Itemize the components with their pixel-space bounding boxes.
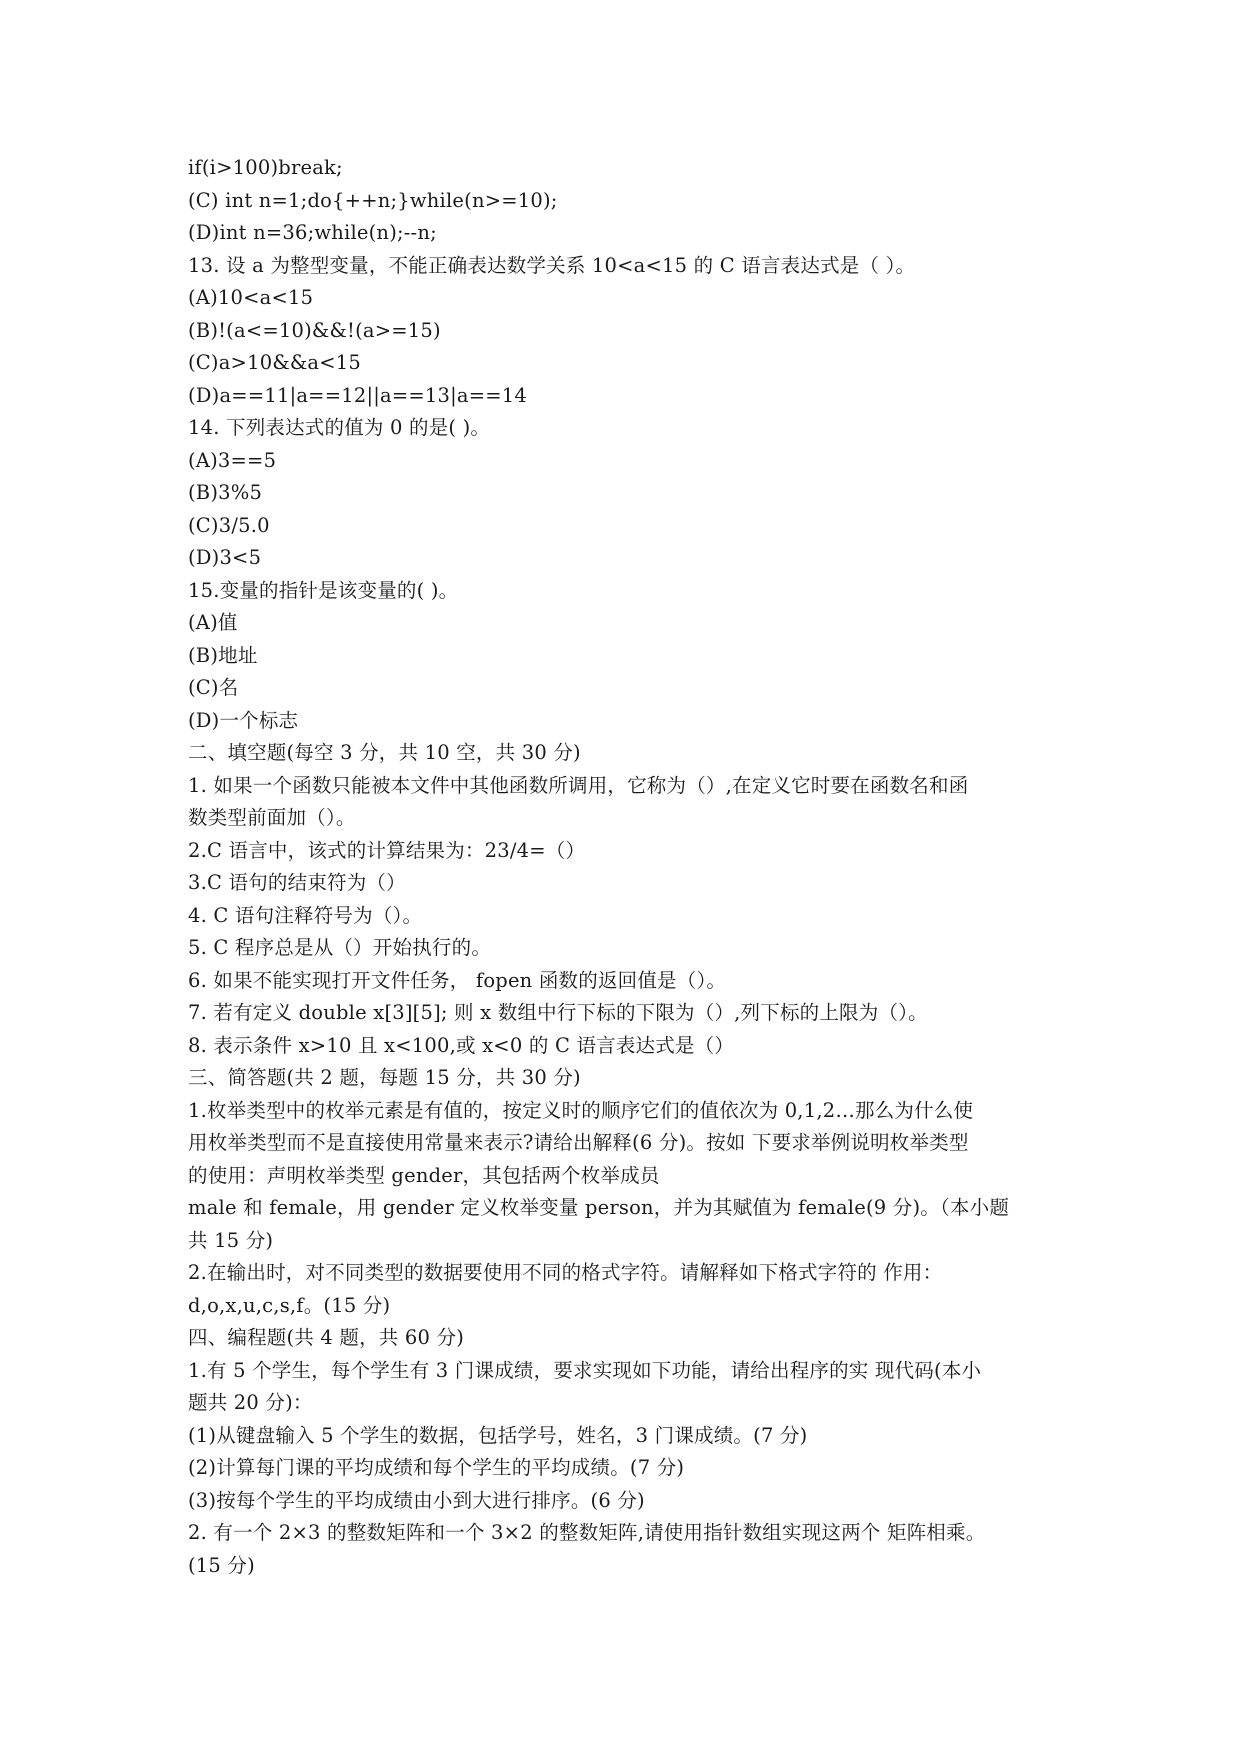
programming-2-line-2: (15 分)	[188, 1553, 255, 1577]
fill-question-7: 7. 若有定义 double x[3][5]; 则 x 数组中行下标的下限为（）,列下标的上限为（）。	[188, 1001, 928, 1024]
fill-question-1-line-2: 数类型前面加（）。	[188, 806, 356, 829]
short-answer-2-line-1: 2.在输出时，对不同类型的数据要使用不同的格式字符。请解释如下格式字符的 作用：	[188, 1261, 943, 1284]
question-15-option-a: (A)值	[188, 611, 238, 634]
fill-question-3: 3.C 语句的结束符为（）	[188, 871, 406, 894]
question-13: 13. 设 a 为整型变量，不能正确表达数学关系 10<a<15 的 C 语言表达式是（ ）。	[188, 253, 916, 277]
question-13-option-c: (C)a>10&&a<15	[188, 351, 362, 374]
short-answer-1-line-4: male 和 female，用 gender 定义枚举变量 person，并为其赋值为 female(9 分)。（本小题	[188, 1196, 1010, 1219]
short-answer-1-line-2: 用枚举类型而不是直接使用常量来表示?请给出解释(6 分)。按如 下要求举例说明枚举类型	[188, 1131, 969, 1154]
short-answer-1-line-3: 的使用：声明枚举类型 gender，其包括两个枚举成员	[188, 1163, 660, 1187]
fill-question-2: 2.C 语言中，该式的计算结果为：23/4=（）	[188, 838, 586, 862]
question-14-option-a: (A)3==5	[188, 448, 277, 472]
short-answer-2-line-2: d,o,x,u,c,s,f。(15 分)	[188, 1293, 391, 1317]
programming-1-part-3: (3)按每个学生的平均成绩由小到大进行排序。(6 分)	[188, 1488, 645, 1512]
question-15-option-c: (C)名	[188, 676, 239, 699]
section-fill-in-heading: 二、填空题(每空 3 分，共 10 空，共 30 分)	[188, 741, 581, 764]
programming-1-line-1: 1.有 5 个学生，每个学生有 3 门课成绩，要求实现如下功能，请给出程序的实 现代码(本小	[188, 1358, 982, 1382]
document-body	[188, 152, 1068, 1582]
fill-question-8: 8. 表示条件 x>10 且 x<100,或 x<0 的 C 语言表达式是（）	[188, 1033, 735, 1057]
programming-1-line-2: 题共 20 分)：	[188, 1391, 313, 1414]
code-line-break: if(i>100)break;	[188, 156, 343, 179]
section-short-answer-heading: 三、简答题(共 2 题，每题 15 分，共 30 分)	[188, 1066, 581, 1089]
option-d-while: (D)int n=36;while(n);--n;	[188, 221, 437, 244]
short-answer-1-line-5: 共 15 分)	[188, 1228, 274, 1252]
short-answer-1-line-1: 1.枚举类型中的枚举元素是有值的，按定义时的顺序它们的值依次为 0,1,2…那么为什么使	[188, 1098, 974, 1122]
question-14-option-c: (C)3/5.0	[188, 513, 270, 537]
question-13-option-a: (A)10<a<15	[188, 286, 314, 309]
question-15-option-d: (D)一个标志	[188, 708, 299, 732]
question-14-option-d: (D)3<5	[188, 546, 262, 569]
question-13-option-d: (D)a==11|a==12||a==13|a==14	[188, 383, 527, 407]
fill-question-4: 4. C 语句注释符号为（）。	[188, 903, 423, 927]
section-programming-heading: 四、编程题(共 4 题，共 60 分)	[188, 1326, 465, 1349]
programming-2-line-1: 2. 有一个 2×3 的整数矩阵和一个 3×2 的整数矩阵,请使用指针数组实现这两个 矩阵相乘。	[188, 1521, 986, 1544]
programming-1-part-2: (2)计算每门课的平均成绩和每个学生的平均成绩。(7 分)	[188, 1456, 685, 1479]
question-15: 15.变量的指针是该变量的( )。	[188, 578, 459, 602]
programming-1-part-1: (1)从键盘输入 5 个学生的数据，包括学号，姓名，3 门课成绩。(7 分)	[188, 1423, 808, 1447]
fill-question-5: 5. C 程序总是从（）开始执行的。	[188, 936, 492, 959]
fill-question-6: 6. 如果不能实现打开文件任务， fopen 函数的返回值是（）。	[188, 968, 727, 992]
option-c-do-while: (C) int n=1;do{++n;}while(n>=10);	[188, 188, 558, 212]
question-14-option-b: (B)3%5	[188, 481, 263, 504]
question-15-option-b: (B)地址	[188, 643, 258, 667]
question-13-option-b: (B)!(a<=10)&&!(a>=15)	[188, 318, 441, 342]
question-14: 14. 下列表达式的值为 0 的是( )。	[188, 416, 491, 439]
fill-question-1-line-1: 1. 如果一个函数只能被本文件中其他函数所调用，它称为（）,在定义它时要在函数名和函	[188, 773, 969, 797]
